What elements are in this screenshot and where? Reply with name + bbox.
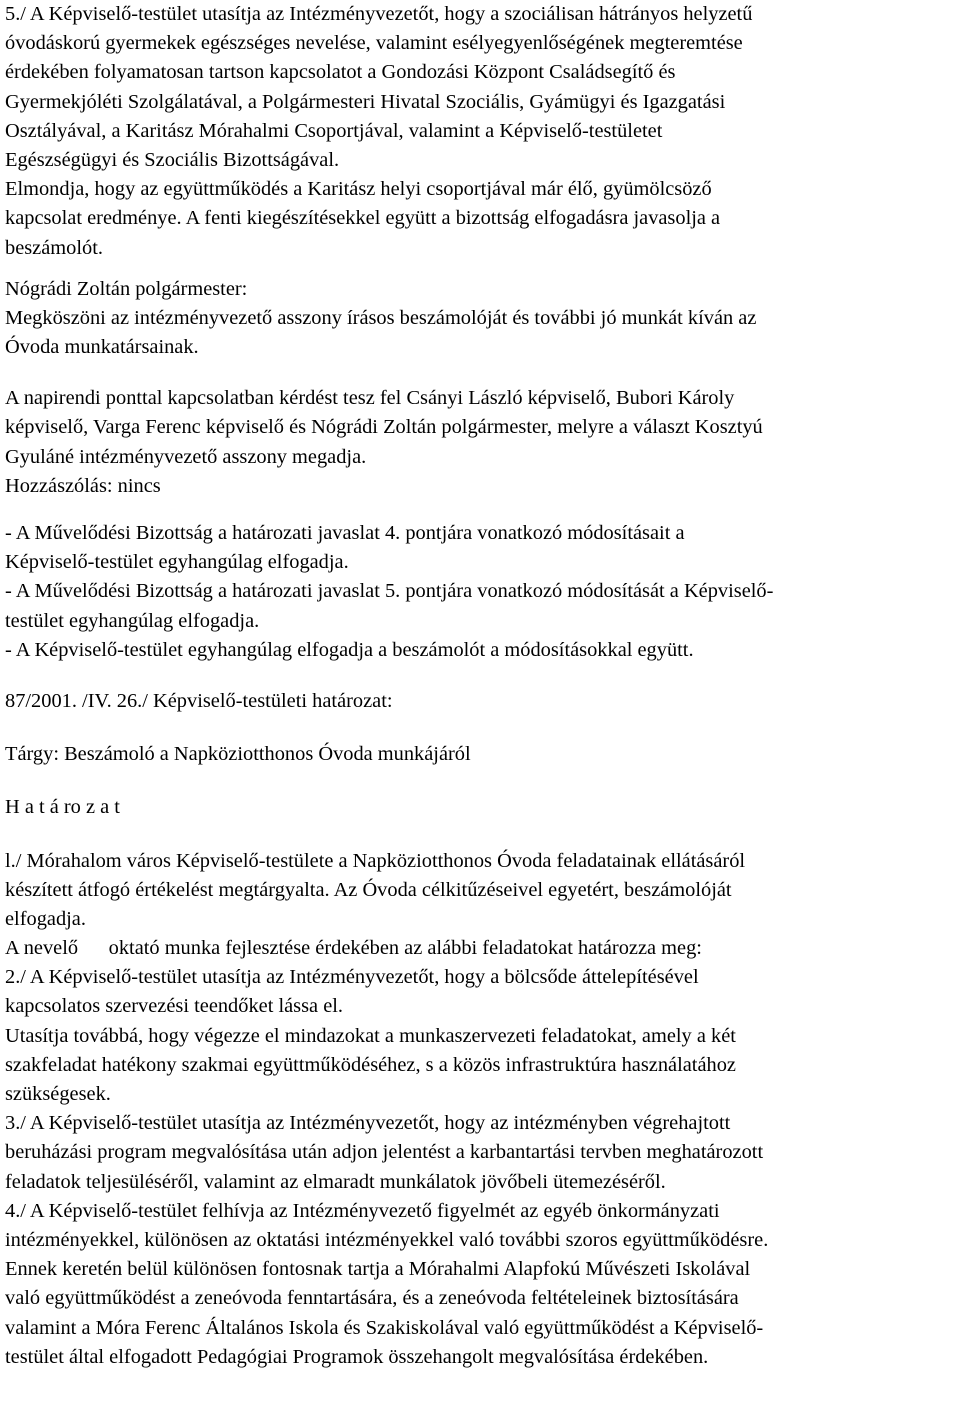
text-line: intézményekkel, különösen az oktatási intézményekkel való további szoros együttműködésre.: [5, 1228, 769, 1251]
text-line: kapcsolatos szervezési teendőket lássa el.: [5, 995, 344, 1018]
paragraph-item-5: [5, 0, 955, 263]
text-line: szükségesek.: [5, 1083, 111, 1105]
text-line: beruházási program megvalósítása után adjon jelentést a karbantartási tervben meghatározott: [5, 1141, 764, 1164]
text-line: Hozzászólás: nincs: [5, 474, 161, 497]
paragraph-gap: [5, 665, 955, 687]
text-line: Utasítja továbbá, hogy végezze el mindazokat a munkaszervezeti feladatokat, amely a két: [5, 1024, 736, 1047]
votes-list: [5, 519, 955, 665]
text-line: Gyermekjóléti Szolgálatával, a Polgármesteri Hivatal Szociális, Gyámügyi és Igazgatási: [5, 90, 726, 113]
text-line: Képviselő-testület egyhangúlag elfogadja.: [5, 551, 349, 574]
document-page: [5, 0, 955, 1372]
paragraph-gap: [5, 501, 955, 519]
text-line: szakfeladat hatékony szakmai együttműködéséhez, s a közös infrastruktúra használatához: [5, 1053, 736, 1076]
text-line: - A Művelődési Bizottság a határozati javaslat 5. pontjára vonatkozó módosítását a Képviselő-: [5, 580, 774, 603]
text-line: Óvoda munkatársainak.: [5, 336, 199, 359]
questions-paragraph: [5, 384, 955, 501]
text-line: valamint a Móra Ferenc Általános Iskola és Szakiskolával való együttműködést a Képviselő-: [5, 1316, 764, 1339]
text-line: óvodáskorú gyermekek egészséges nevelése, valamint esélyegyenlőségének megteremtése: [5, 32, 743, 55]
speaker-line: Nógrádi Zoltán polgármester:: [5, 277, 248, 300]
resolution-subject: Tárgy: Beszámoló a Napköziotthonos Óvoda munkájáról: [5, 743, 471, 766]
text-line: Megköszöni az intézményvezető asszony írásos beszámolóját és további jó munkát kíván az: [5, 306, 757, 329]
resolution-heading: H a t á ro z a t: [5, 796, 120, 819]
text-line: 4./ A Képviselő-testület felhívja az Intézményvezető figyelmét az egyéb önkormányzati: [5, 1199, 720, 1222]
mayor-statement: [5, 275, 955, 363]
text-line: beszámolót.: [5, 236, 103, 259]
text-line: Elmondja, hogy az együttműködés a Karitász helyi csoportjával már élő, gyümölcsöző: [5, 178, 712, 201]
text-line: Gyuláné intézményvezető asszony megadja.: [5, 445, 367, 468]
text-line: A napirendi ponttal kapcsolatban kérdést tesz fel Csányi László képviselő, Bubori Károly: [5, 387, 735, 410]
text-line: készített átfogó értékelést megtárgyalta. Az Óvoda célkitűzéseivel egyetért, beszámolóját: [5, 878, 732, 901]
text-line: Osztályával, a Karitász Mórahalmi Csoportjával, valamint a Képviselő-testületet: [5, 119, 663, 142]
paragraph-gap: [5, 716, 955, 740]
resolution-body: [5, 847, 955, 1372]
text-line: testület egyhangúlag elfogadja.: [5, 609, 260, 632]
resolution-number: 87/2001. /IV. 26./ Képviselő-testületi határozat:: [5, 689, 393, 712]
text-line: kapcsolat eredménye. A fenti kiegészítésekkel együtt a bizottság elfogadásra javasolja a: [5, 207, 721, 230]
text-line: - A Képviselő-testület egyhangúlag elfogadja a beszámolót a módosításokkal együtt.: [5, 638, 694, 661]
text-line: feladatok teljesüléséről, valamint az elmaradt munkálatok jövőbeli ütemezéséről.: [5, 1170, 666, 1193]
paragraph-gap: [5, 263, 955, 275]
text-line: képviselő, Varga Ferenc képviselő és Nógrádi Zoltán polgármester, melyre a választ Kosztyú: [5, 416, 763, 439]
text-line: A nevelő oktató munka fejlesztése érdekében az alábbi feladatokat határozza meg:: [5, 937, 702, 960]
text-line: l./ Mórahalom város Képviselő-testülete a Napköziotthonos Óvoda feladatainak ellátásáról: [5, 849, 746, 872]
text-line: Egészségügyi és Szociális Bizottságával.: [5, 148, 340, 171]
text-line: 2./ A Képviselő-testület utasítja az Intézményvezetőt, hogy a bölcsőde áttelepítésével: [5, 966, 699, 989]
paragraph-gap: [5, 823, 955, 847]
text-line: való együttműködést a zeneóvoda fenntartására, és a zeneóvoda feltételeinek biztosítására: [5, 1287, 739, 1310]
text-line: elfogadja.: [5, 907, 86, 930]
text-line: 5./ A Képviselő-testület utasítja az Intézményvezetőt, hogy a szociálisan hátrányos helyzetű: [5, 3, 753, 25]
text-line: 3./ A Képviselő-testület utasítja az Intézményvezetőt, hogy az intézményben végrehajtott: [5, 1112, 731, 1135]
text-line: Ennek keretén belül különösen fontosnak tartja a Mórahalmi Alapfokú Művészeti Iskolával: [5, 1258, 751, 1281]
paragraph-gap: [5, 769, 955, 793]
text-line: testület által elfogadott Pedagógiai Programok összehangolt megvalósítása érdekében.: [5, 1345, 709, 1368]
text-line: érdekében folyamatosan tartson kapcsolatot a Gondozási Központ Családsegítő és: [5, 61, 676, 84]
text-line: - A Művelődési Bizottság a határozati javaslat 4. pontjára vonatkozó módosításait a: [5, 522, 685, 544]
paragraph-gap: [5, 362, 955, 384]
